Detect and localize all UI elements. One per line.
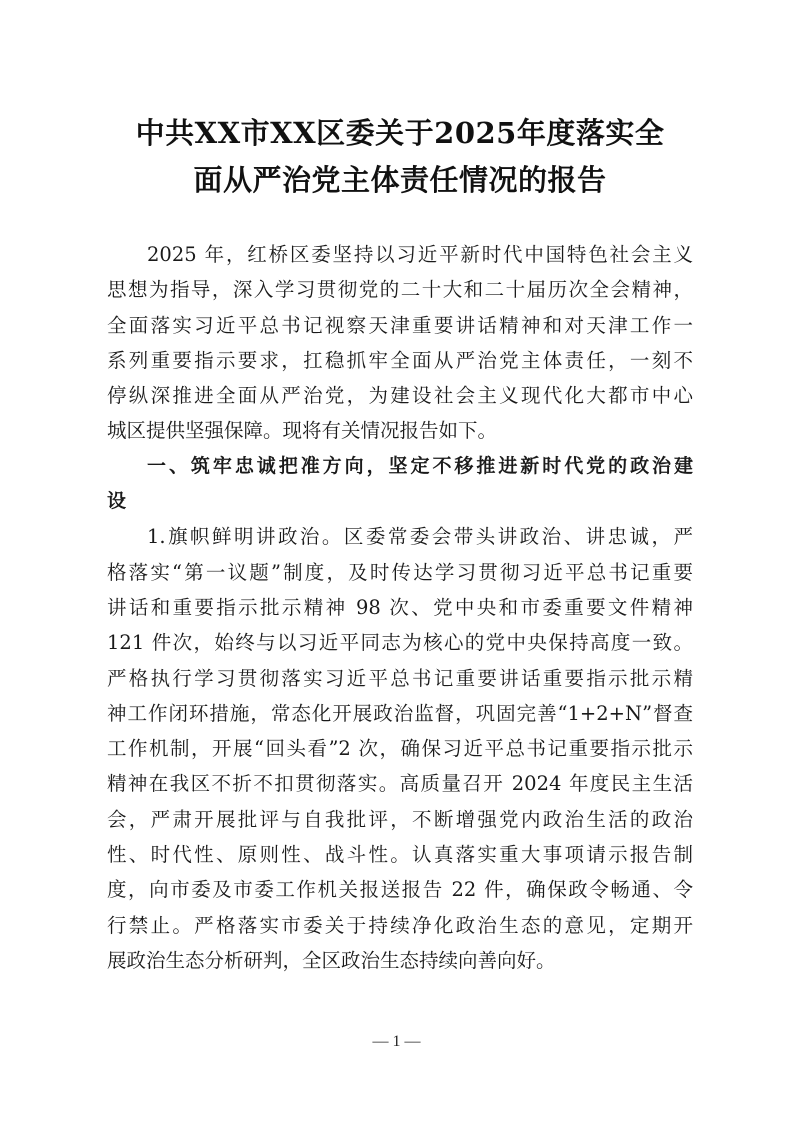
point-1-paragraph: [107, 519, 693, 978]
text-line: 性、时代性、原则性、战斗性。认真落实重大事项请示报告制: [107, 843, 693, 867]
heading-line: 一、筑牢忠诚把准方向，坚定不移推进新时代党的政治建: [147, 454, 693, 477]
text-line: 2025 年，红桥区委坚持以习近平新时代中国特色社会主义: [147, 243, 693, 266]
text-line: 会，严肃开展批评与自我批评，不断增强党内政治生活的政治: [107, 807, 693, 831]
document-title: [100, 110, 700, 204]
text-line: 精神在我区不折不扣贯彻落实。高质量召开 2024 年度民主生活: [107, 772, 693, 796]
text-line: 格落实“第一议题”制度，及时传达学习贯彻习近平总书记重要: [107, 560, 693, 584]
intro-paragraph: [107, 237, 693, 449]
text-line: 121 件次，始终与以习近平同志为核心的党中央保持高度一致。: [107, 631, 693, 655]
text-line: 行禁止。严格落实市委关于持续净化政治生态的意见，定期开: [107, 913, 693, 937]
heading-line: 设: [107, 490, 127, 513]
text-line: 神工作闭环措施，常态化开展政治监督，巩固完善“1+2+N”督查: [107, 701, 693, 725]
text-line: 严格执行学习贯彻落实习近平总书记重要讲话重要指示批示精: [107, 666, 693, 690]
text-line: 度，向市委及市委工作机关报送报告 22 件，确保政令畅通、令: [107, 878, 693, 902]
page-number: — 1 —: [372, 1033, 421, 1050]
text-line: 停纵深推进全面从严治党，为建设社会主义现代化大都市中心: [107, 384, 693, 408]
title-line: 面从严治党主体责任情况的报告: [193, 163, 607, 197]
text-line: 展政治生态分析研判，全区政治生态持续向善向好。: [107, 948, 556, 972]
section-heading: [107, 449, 693, 520]
text-line: 讲话和重要指示批示精神 98 次、党中央和市委重要文件精神: [107, 595, 693, 619]
text-line: 全面落实习近平总书记视察天津重要讲话精神和对天津工作一: [107, 313, 693, 337]
text-line: 城区提供坚强保障。现将有关情况报告如下。: [107, 419, 498, 443]
text-line: 思想为指导，深入学习贯彻党的二十大和二十届历次全会精神，: [107, 278, 693, 302]
title-line: 中共XX市XX区委关于2025年度落实全: [135, 116, 665, 150]
text-line: 工作机制，开展“回头看”2 次，确保习近平总书记重要指示批示: [107, 737, 693, 761]
document-body: [107, 237, 693, 978]
text-line: 1.旗帜鲜明讲政治。区委常委会带头讲政治、讲忠诚，严: [147, 525, 693, 549]
text-line: 系列重要指示要求，扛稳抓牢全面从严治党主体责任，一刻不: [107, 348, 693, 372]
